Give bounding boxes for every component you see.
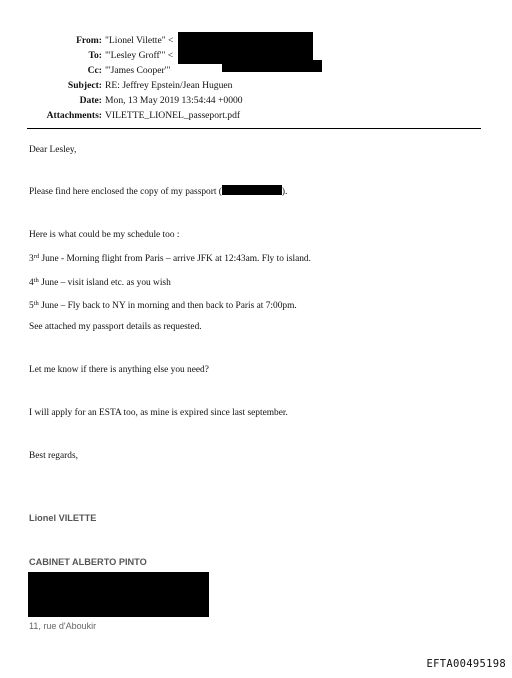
subject-value: RE: Jeffrey Epstein/Jean Huguen [105,80,233,91]
cc-label: Cc: [87,65,102,76]
day3-suffix: rd [33,253,40,260]
closing: Best regards, [29,451,78,461]
to-label: To: [88,50,102,61]
attachments-label: Attachments: [46,110,102,121]
header-divider [27,128,481,129]
header-subject-row [0,78,512,93]
header-date-row [0,93,512,108]
date-value: Mon, 13 May 2019 13:54:44 +0000 [105,95,243,106]
to-value: "'Lesley Groff'" < [105,50,174,61]
from-value: "Lionel Vilette" < [105,35,174,46]
redaction-signature-block [28,572,209,617]
signature-company: CABINET ALBERTO PINTO [29,557,147,567]
day3-number: 3 [29,254,34,264]
schedule-intro: Here is what could be my schedule too : [29,230,180,240]
signature-name: Lionel VILETTE [29,513,97,523]
schedule-day-4 [29,277,171,289]
schedule-day-3 [29,253,311,265]
signature-address: 11, rue d'Aboukir [29,621,97,631]
anything-else-line: Let me know if there is anything else you need? [29,365,209,375]
esta-line: I will apply for an ESTA too, as mine is expired since last september. [29,408,288,418]
day4-number: 4 [29,278,34,288]
passport-note: See attached my passport details as requested. [29,322,202,332]
enclosed-prefix: Please find here enclosed the copy of my passport ( [29,187,222,197]
attachments-value: VILETTE_LIONEL_passeport.pdf [105,110,241,121]
subject-label: Subject: [67,80,102,91]
day4-suffix: th [33,277,39,284]
day4-text: June – visit island etc. as you wish [38,278,171,288]
header-attachments-row [0,108,512,123]
day3-text: June - Morning flight from Paris – arrive JFK at 12:43am. Fly to island. [39,254,311,264]
day5-text: June – Fly back to NY in morning and then back to Paris at 7:00pm. [38,301,297,311]
day5-number: 5 [29,301,34,311]
date-label: Date: [79,95,102,106]
redaction-cc-email [222,60,322,72]
from-label: From: [76,35,102,46]
enclosed-line [29,185,287,198]
document-id: EFTA00495198 [426,658,506,670]
day5-suffix: th [33,300,39,307]
greeting: Dear Lesley, [29,145,77,155]
redaction-passport-number [222,185,282,195]
cc-value: "'James Cooper'" [105,65,171,76]
schedule-day-5 [29,300,297,312]
enclosed-suffix: ). [281,187,288,197]
